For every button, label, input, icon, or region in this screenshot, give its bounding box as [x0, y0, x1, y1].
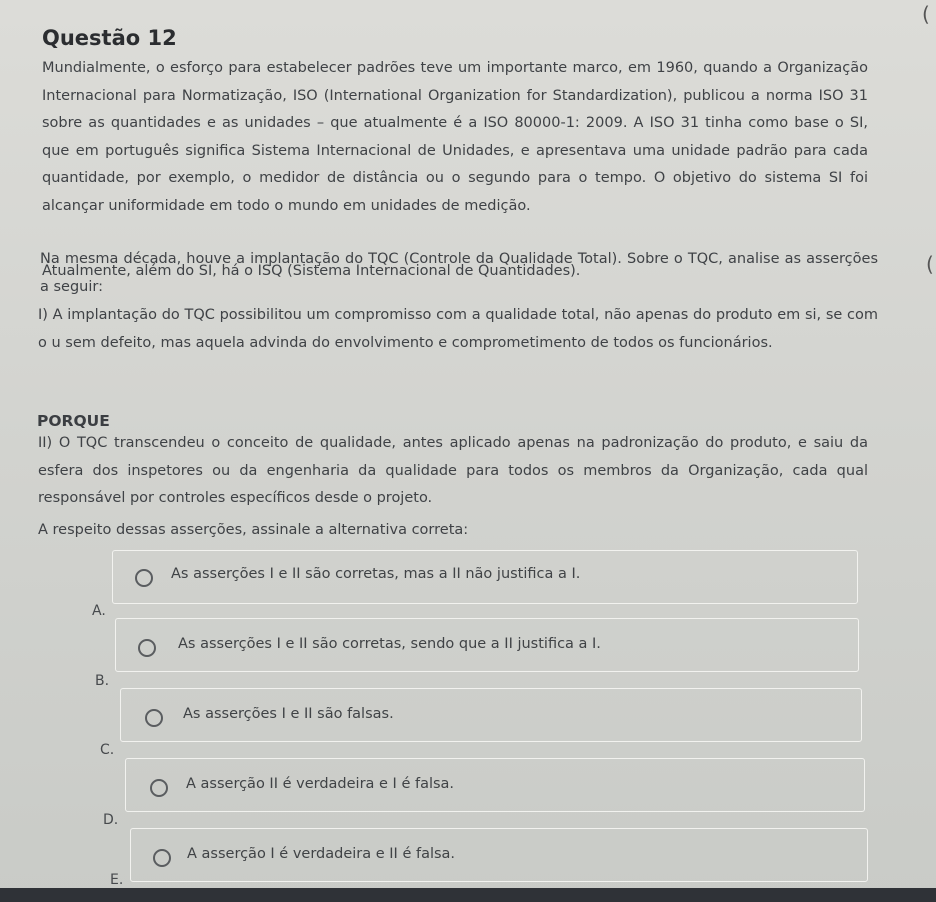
option-c-letter: C.	[100, 742, 115, 758]
edge-glyph-right: (	[926, 252, 934, 276]
option-e-letter: E.	[110, 872, 124, 888]
option-c[interactable]	[120, 688, 862, 742]
edge-glyph-top-right: (	[922, 2, 930, 26]
assertion-2: II) O TQC transcendeu o conceito de qualidade, antes aplicado apenas na padronização do produto, e saiu da esfera dos inspetores ou da engenharia da qualidade para todos os membros da Organização, cada qual responsável por controles específicos desde o projeto.	[38, 435, 868, 506]
porque-label: PORQUE	[37, 412, 110, 430]
question-title: Questão 12	[42, 26, 177, 50]
option-b[interactable]	[115, 618, 859, 672]
option-a-letter: A.	[92, 603, 106, 619]
radio-button-icon[interactable]	[153, 849, 171, 867]
option-e-text: A asserção I é verdadeira e II é falsa.	[187, 846, 456, 862]
option-b-text: As asserções I e II são corretas, sendo que a II justifica a I.	[178, 636, 601, 652]
question-paragraph-3: Na mesma década, houve a implantação do TQC (Controle da Qualidade Total). Sobre o TQC, analise as asserções a seguir:	[40, 251, 878, 295]
assertion-1: I) A implantação do TQC possibilitou um compromisso com a qualidade total, não apenas do produto em si, se com o u sem defeito, mas aquela advinda do envolvimento e comprometimento de todos os funcionários.	[38, 307, 878, 351]
option-d-letter: D.	[103, 812, 119, 828]
instruction-text: A respeito dessas asserções, assinale a alternativa correta:	[38, 522, 469, 538]
question-paragraph-1: Mundialmente, o esforço para estabelecer padrões teve um importante marco, em 1960, quando a Organização Internacional para Normatização, ISO (International Organization for Standardization), publicou a norma ISO 31 sobre as quantidades e as unidades – que atualmente é a ISO 80000-1: 2009. A ISO 31 tinha como base o SI, que em português significa Sistema Internacional de Unidades, e apresentava uma unidade padrão para cada quantidade, por exemplo, o medidor de distância ou o segundo para o tempo. O objetivo do sistema SI foi alcançar uniformidade em todo o mundo em unidades de medição.	[42, 60, 868, 214]
option-a-text: As asserções I e II são corretas, mas a II não justifica a I.	[171, 566, 581, 582]
radio-button-icon[interactable]	[135, 569, 153, 587]
radio-button-icon[interactable]	[138, 639, 156, 657]
radio-button-icon[interactable]	[150, 779, 168, 797]
option-c-text: As asserções I e II são falsas.	[183, 706, 394, 722]
option-d-text: A asserção II é verdadeira e I é falsa.	[186, 776, 455, 792]
radio-button-icon[interactable]	[145, 709, 163, 727]
option-d[interactable]	[125, 758, 865, 812]
question-paragraph-2: Atualmente, além do SI, há o ISQ (Sistema Internacional de Quantidades).	[42, 263, 581, 279]
option-b-letter: B.	[95, 673, 110, 689]
option-a[interactable]	[112, 550, 858, 604]
screen-bottom-bar	[0, 888, 936, 902]
option-e[interactable]	[130, 828, 868, 882]
